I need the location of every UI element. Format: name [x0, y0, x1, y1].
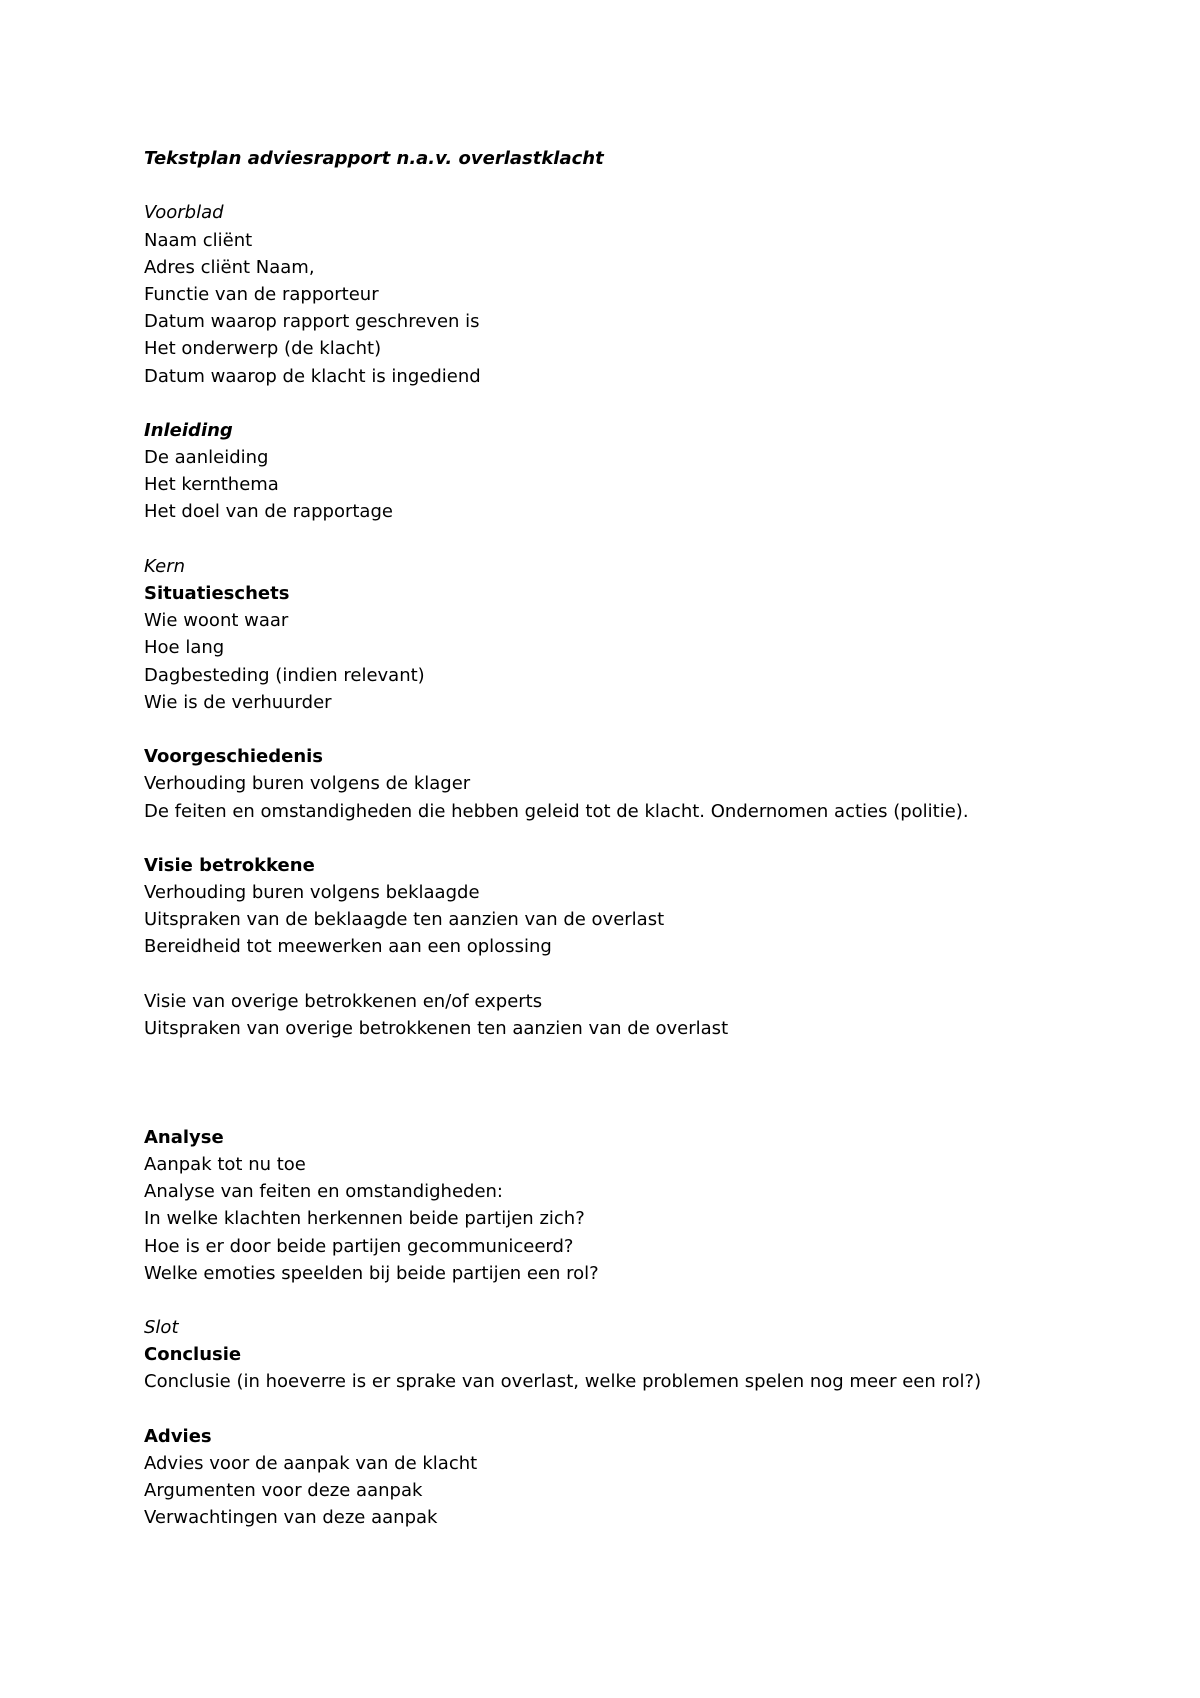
section-heading-slot: Slot [144, 1317, 179, 1339]
document-title: Tekstplan adviesrapport n.a.v. overlastklacht [144, 148, 604, 169]
subheading-conclusie: Conclusie [144, 1344, 242, 1366]
voorblad-line: Naam cliënt [144, 229, 253, 251]
advies-line: Argumenten voor deze aanpak [144, 1480, 423, 1502]
voorblad-line: Datum waarop rapport geschreven is [144, 311, 480, 333]
spacer [144, 961, 1144, 988]
visie-betrokkene-line: Uitspraken van de beklaagde ten aanzien van de overlast [144, 909, 665, 931]
inleiding-line: Het doel van de rapportage [144, 501, 393, 523]
section-heading-kern: Kern [144, 555, 186, 577]
voorblad-line: Het onderwerp (de klacht) [144, 338, 382, 360]
section-heading-inleiding: Inleiding [144, 419, 233, 441]
spacer [144, 825, 1144, 852]
section-heading-voorblad: Voorblad [144, 202, 224, 224]
advies-line: Verwachtingen van deze aanpak [144, 1507, 438, 1529]
analyse-line: Hoe is er door beide partijen gecommuniceerd? [144, 1235, 574, 1257]
analyse-line: Aanpak tot nu toe [144, 1153, 306, 1175]
voorblad-line: Functie van de rapporteur [144, 283, 379, 305]
analyse-line: In welke klachten herkennen beide partijen zich? [144, 1208, 585, 1230]
inleiding-line: Het kernthema [144, 474, 279, 496]
visie-overige-line: Visie van overige betrokkenen en/of experts [144, 990, 543, 1012]
situatieschets-line: Dagbesteding (indien relevant) [144, 664, 425, 686]
voorgeschiedenis-line: De feiten en omstandigheden die hebben geleid tot de klacht. Ondernomen acties (politie). [144, 800, 969, 822]
visie-overige-line: Uitspraken van overige betrokkenen ten aanzien van de overlast [144, 1018, 729, 1039]
spacer [144, 1097, 1144, 1124]
conclusie-line: Conclusie (in hoeverre is er sprake van overlast, welke problemen spelen nog meer een rol?) [144, 1371, 982, 1393]
voorblad-line: Datum waarop de klacht is ingediend [144, 365, 481, 387]
situatieschets-line: Wie is de verhuurder [144, 691, 332, 713]
voorgeschiedenis-line: Verhouding buren volgens de klager [144, 773, 471, 795]
subheading-voorgeschiedenis: Voorgeschiedenis [144, 746, 324, 768]
spacer [144, 716, 1144, 743]
inleiding-line: De aanleiding [144, 447, 269, 469]
analyse-line: Analyse van feiten en omstandigheden: [144, 1181, 503, 1203]
spacer [144, 1287, 1144, 1314]
visie-betrokkene-line: Bereidheid tot meewerken aan een oplossing [144, 936, 552, 958]
subheading-analyse: Analyse [144, 1126, 224, 1148]
voorblad-line: Adres cliënt Naam, [144, 256, 315, 278]
spacer [144, 1396, 1144, 1423]
subheading-visie-betrokkene: Visie betrokkene [144, 854, 315, 876]
situatieschets-line: Wie woont waar [144, 610, 289, 632]
subheading-situatieschets: Situatieschets [144, 583, 290, 604]
advies-line: Advies voor de aanpak van de klacht [144, 1453, 478, 1474]
visie-betrokkene-line: Verhouding buren volgens beklaagde [144, 882, 480, 904]
analyse-line: Welke emoties speelden bij beide partijen een rol? [144, 1262, 599, 1284]
spacer [144, 526, 1144, 553]
spacer [144, 172, 1144, 199]
situatieschets-line: Hoe lang [144, 637, 225, 659]
spacer [144, 390, 1144, 417]
spacer [144, 1069, 1144, 1096]
document-page [144, 145, 1144, 1532]
spacer [144, 1042, 1144, 1069]
subheading-advies: Advies [144, 1425, 212, 1447]
